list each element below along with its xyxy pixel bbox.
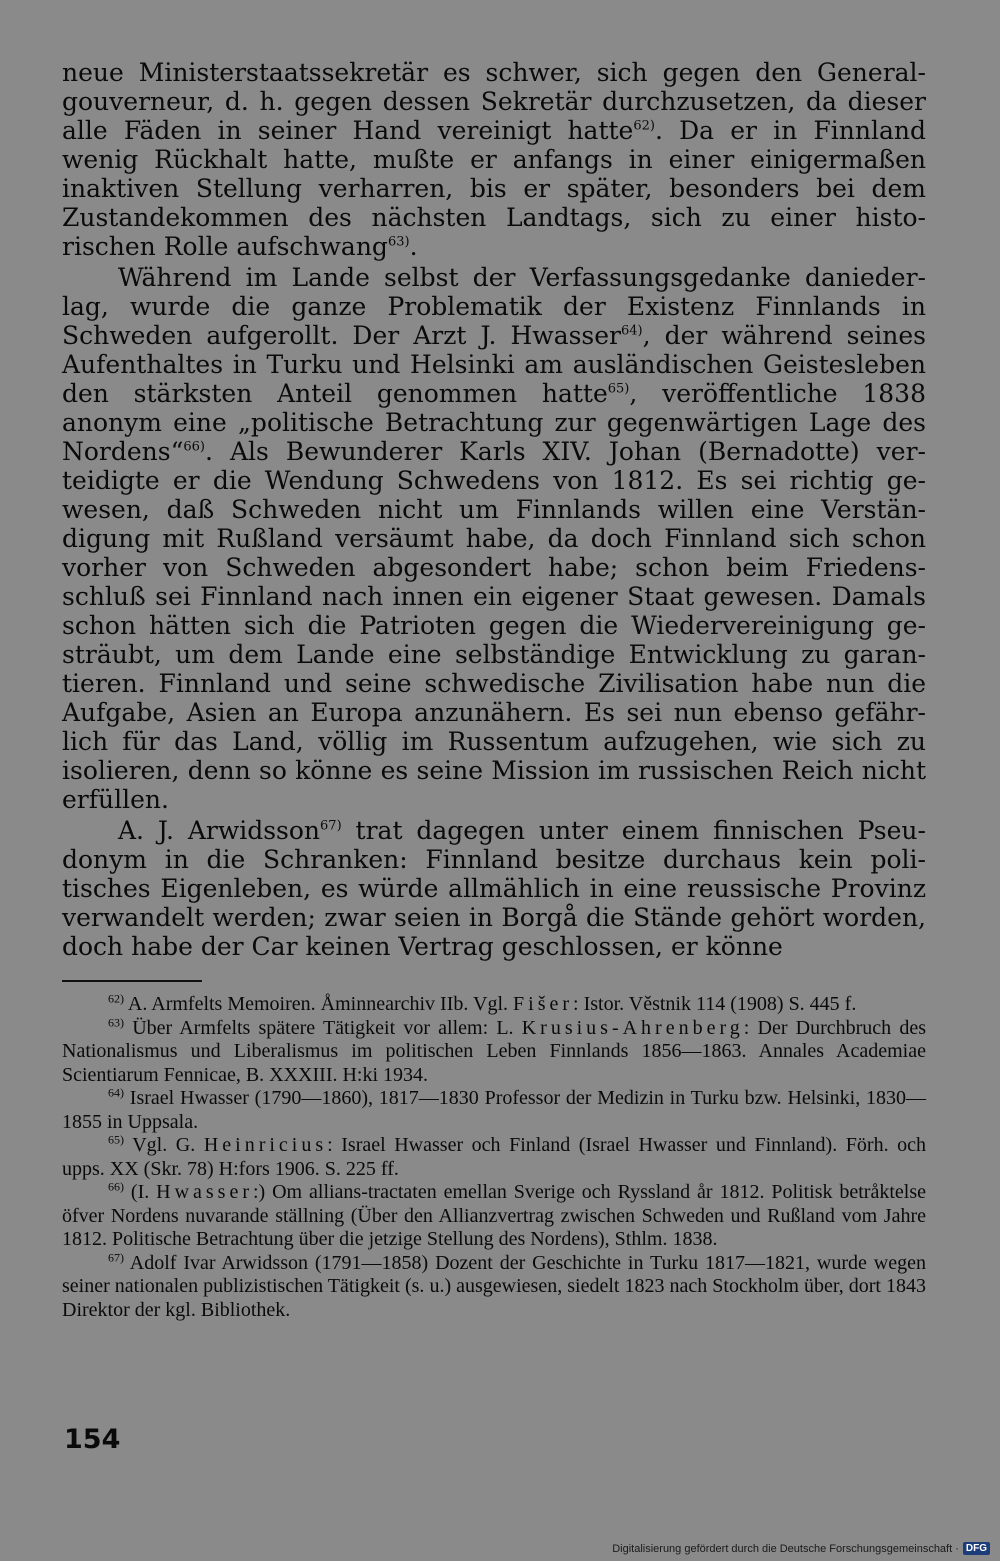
credit-text: Digitalisierung gefördert durch die Deutsche Forschungsgemeinschaft · [612, 1542, 959, 1555]
footnote-number: 64) [108, 1085, 124, 1100]
text-segment: Israel Hwasser (1790—1860), 1817—1830 Professor der Medizin in Turku bzw. Helsinki, 1830—1855 in Uppsala. [62, 1087, 927, 1133]
text-segment: A. Armfelts Memoiren. Åminnearchiv IIb. Vgl. [127, 993, 514, 1015]
dfg-logo: DFG [963, 1542, 990, 1555]
text-segment: : Der Durchbruch des Nationalismus und Liberalismus im politischen Leben Finnlands 1856—1863. Annales Academiae Scientiarum Fennicae, B. XXXIII. H:ki 1934. [62, 1016, 927, 1086]
footnote [62, 1181, 926, 1252]
text-segment: : Israel Hwasser och Finland (Israel Hwasser und Finnland). Förh. och upps. XX (Skr. 78) H:fors 1906. S. 225 ff. [62, 1134, 927, 1180]
text-segment: (I. [130, 1181, 157, 1203]
text-segment: , der während seines Aufenthaltes in Turku und Helsinki am ausländischen Geistesleben den stärksten Anteil genommen hatte [62, 321, 926, 408]
main-text [62, 58, 926, 961]
text-segment: : Istor. Věstnik 114 (1908) S. 445 f. [573, 993, 857, 1015]
paragraph [62, 263, 926, 814]
footnotes [62, 993, 926, 1322]
text-segment: , veröffentliche 1838 anonym eine „politische Betrachtung zur gegenwärtigen Lage des Nordens“ [62, 379, 926, 466]
page-number: 154 [64, 1424, 121, 1455]
footnote [62, 1249, 926, 1323]
text-segment: A. J. Arwidsson [118, 816, 321, 845]
footnote-number: 65) [108, 1132, 124, 1147]
author-name: Krusius-Ahrenberg [521, 1016, 744, 1039]
author-name: Fišer [513, 993, 574, 1015]
text-segment: . Da er in Finnland wenig Rückhalt hatte, mußte er anfangs in einer einigermaßen inaktiven Stellung verharren, bis er später, besonders bei dem Zustandekommen des nächsten Landtags, sich zu einer historischen Rolle aufschwang [62, 116, 926, 261]
digitization-credit [612, 1542, 990, 1555]
text-segment: . [409, 232, 418, 261]
footnote-number: 67) [108, 1249, 124, 1264]
footnote-ref: 64) [621, 323, 643, 339]
paragraph [62, 816, 926, 961]
footnote-ref: 67) [320, 818, 342, 834]
author-name: Heinricius [203, 1134, 328, 1156]
text-segment: Adolf Ivar Arwidsson (1791—1858) Dozent der Geschichte in Turku 1817—1821, wurde wegen seiner nationalen publizistischen Tätigkeit (s. u.) ausgewiesen, siedelt 1823 nach Stockholm über, dort 1843 Direktor der kgl. Bibliothek. [62, 1251, 926, 1321]
text-segment: Vgl. G. [132, 1134, 204, 1156]
text-segment: . Als Bewunderer Karls XIV. Johan (Bernadotte) verteidigte er die Wendung Schwedens von 1812. Es sei richtig gewesen, daß Schweden nicht um Finnlands willen eine Verständigung mit Rußland versäumt habe, da doch Finnland sich schon vorher von Schweden abgesondert habe; schon beim Friedensschluß sei Finnland nach innen ein eigener Staat gewesen. Damals schon hätten sich die Patrioten gegen die Wiedervereinigung gesträubt, um dem Lande eine selbständige Entwicklung zu garantieren. Finnland und seine schwedische Zivilisation habe nun die Aufgabe, Asien an Europa anzunähern. Es sei nun ebenso gefährlich für das Land, völlig im Russentum aufzugehen, wie sich zu isolieren, denn so könne es seine Mission im russischen Reich nicht erfüllen. [62, 437, 926, 814]
text-segment: :) Om allians-tractaten emellan Sverige och Ryssland år 1812. Politisk betråktelse öfver Nordens nuvarande ställning (Über den Allianzvertrag zwischen Schweden und Rußland vom Jahre 1812. Politische Betrachtung über die jetzige Stellung des Nordens), Sthlm. 1838. [62, 1181, 926, 1250]
footnote-number: 66) [108, 1179, 124, 1194]
text-segment: Während im Lande selbst der Verfassungsgedanke daniederlag, wurde die ganze Problematik der Existenz Finnlands in Schweden aufgerollt. Der Arzt J. Hwasser [62, 263, 926, 350]
footnote-ref: 65) [607, 381, 630, 397]
footnote-ref: 62) [633, 118, 655, 134]
footnote-ref: 66) [183, 439, 206, 455]
footnote-number: 63) [108, 1014, 124, 1029]
footnote-divider [62, 980, 202, 982]
paragraph [62, 58, 926, 261]
footnote [62, 993, 926, 1017]
author-name: Hwasser [156, 1181, 253, 1203]
text-segment: Über Armfelts spätere Tätigkeit vor allem: L. [132, 1016, 522, 1039]
footnote-ref: 63) [387, 234, 410, 250]
footnote-number: 62) [108, 991, 124, 1006]
text-segment: trat dagegen unter einem finnischen Pseudonym in die Schranken: Finnland besitze durchaus kein politisches Eigenleben, es würde allmählich in eine reussische Provinz verwandelt werden; zwar seien in Borgå die Stände gehört worden, doch habe der Car keinen Vertrag geschlossen, er könne [62, 816, 926, 961]
text-segment: neue Ministerstaatssekretär es schwer, sich gegen den Generalgouverneur, d. h. gegen dessen Sekretär durchzusetzen, da dieser alle Fäden in seiner Hand vereinigt hatte [62, 58, 926, 145]
footnote [62, 1087, 926, 1134]
footnote [62, 1014, 927, 1088]
footnote [62, 1134, 926, 1181]
